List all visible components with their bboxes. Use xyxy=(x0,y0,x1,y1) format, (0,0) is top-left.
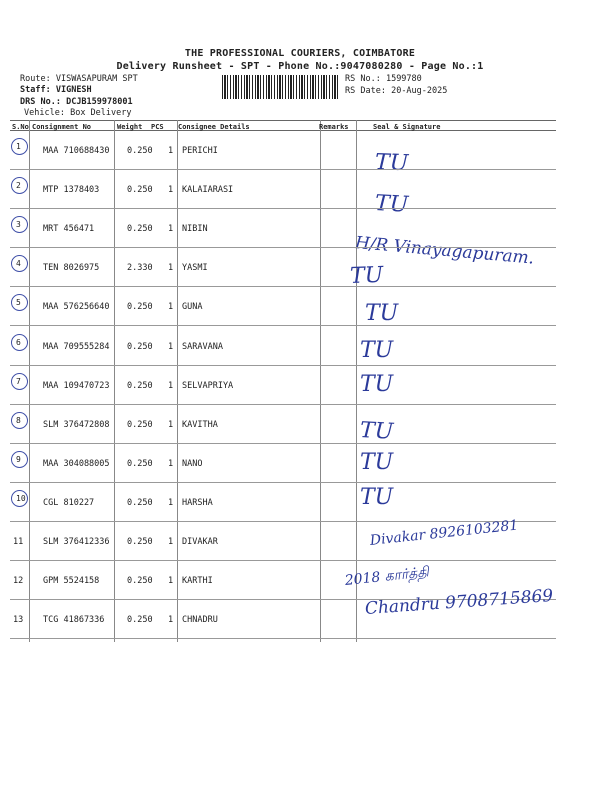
consignee-cell: HARSHA xyxy=(182,497,213,508)
consignee-cell: PERICHI xyxy=(182,146,218,156)
weight-cell: 0.250 xyxy=(127,537,153,547)
weight-cell: 0.250 xyxy=(127,497,153,508)
handwritten-signature: TU xyxy=(360,371,394,397)
column-header-remarks: Remarks xyxy=(319,123,349,131)
rs-date-line: RS Date: 20-Aug-2025 xyxy=(345,86,448,96)
route-line: Route: VISWASAPURAM SPT xyxy=(20,74,138,84)
consignment-cell: TEN 8026975 xyxy=(43,263,100,274)
weight-cell: 0.250 xyxy=(127,224,153,235)
pcs-cell: 1 xyxy=(168,497,174,508)
consignee-cell: DIVAKAR xyxy=(182,537,218,547)
table-row xyxy=(10,326,556,365)
table-row xyxy=(10,482,556,521)
consignment-cell: SLM 376472808 xyxy=(43,419,110,430)
consignee-cell: CHNADRU xyxy=(182,615,218,626)
handwritten-signature: TU xyxy=(360,337,394,363)
vehicle-value: Box Delivery xyxy=(70,108,132,118)
sno-cell: 13 xyxy=(13,615,24,626)
consignment-cell: MAA 710688430 xyxy=(43,146,110,156)
table-top-border xyxy=(10,120,556,121)
consignment-cell: SLM 376412336 xyxy=(43,537,110,547)
sno-cell: 9 xyxy=(16,454,21,464)
pcs-cell: 1 xyxy=(168,341,174,352)
pcs-cell: 1 xyxy=(168,537,174,547)
handwritten-signature: TU xyxy=(374,191,409,218)
handwritten-signature: Chandru 9708715869 xyxy=(364,586,554,620)
table-row xyxy=(10,365,556,404)
consignment-cell: MAA 304088005 xyxy=(43,458,110,469)
vehicle-line: Vehicle: Box Delivery xyxy=(24,108,132,118)
sno-cell: 3 xyxy=(16,220,21,230)
pcs-cell: 1 xyxy=(168,146,174,156)
staff-value: VIGNESH xyxy=(55,85,92,95)
pcs-cell: 1 xyxy=(168,185,174,196)
pcs-cell: 1 xyxy=(168,576,174,587)
pcs-cell: 1 xyxy=(168,458,174,469)
table-row xyxy=(10,517,556,560)
barcode-image xyxy=(222,75,340,99)
column-header-pcs: PCS xyxy=(151,123,164,131)
handwritten-signature: TU xyxy=(359,417,394,445)
staff-line: Staff: VIGNESH xyxy=(20,85,92,95)
consignment-cell: MAA 709555284 xyxy=(43,341,110,352)
consignee-cell: SARAVANA xyxy=(182,341,223,352)
sno-cell: 4 xyxy=(16,259,21,269)
consignee-cell: GUNA xyxy=(182,302,203,313)
table-row xyxy=(10,169,556,218)
consignee-cell: NANO xyxy=(182,458,203,469)
table-row xyxy=(10,286,556,325)
sno-cell: 5 xyxy=(16,298,21,308)
sno-cell: 11 xyxy=(13,537,24,547)
consignment-cell: MAA 576256640 xyxy=(43,302,110,313)
consignment-cell: CGL 810227 xyxy=(43,497,95,508)
weight-cell: 0.250 xyxy=(127,615,153,626)
column-header-sno: S.No xyxy=(12,123,29,131)
pcs-cell: 1 xyxy=(168,263,174,274)
weight-cell: 0.250 xyxy=(127,302,153,313)
sno-cell: 7 xyxy=(16,376,21,386)
rs-date-value: 20-Aug-2025 xyxy=(391,86,448,96)
sno-cell: 8 xyxy=(16,415,21,425)
weight-cell: 2.330 xyxy=(127,263,153,274)
sno-cell: 2 xyxy=(16,181,21,191)
handwritten-signature: TU xyxy=(360,449,394,475)
consignee-cell: KALAIARASI xyxy=(182,185,234,196)
row-divider xyxy=(10,638,556,639)
pcs-cell: 1 xyxy=(168,380,174,391)
runsheet-table xyxy=(10,120,556,642)
rs-no-line: RS No.: 1599780 xyxy=(345,74,422,84)
column-header-consignment: Consignment No xyxy=(32,123,92,131)
handwritten-signature: TU xyxy=(365,301,399,327)
weight-cell: 0.250 xyxy=(127,185,153,196)
handwritten-signature: Divakar 8926103281 xyxy=(369,517,520,549)
weight-cell: 0.250 xyxy=(127,380,153,391)
consignment-cell: MTP 1378403 xyxy=(43,185,100,196)
table-row xyxy=(10,586,556,638)
sno-cell: 6 xyxy=(16,337,21,347)
handwritten-signature: 2018 கார்த்தி xyxy=(344,564,430,590)
pcs-cell: 1 xyxy=(168,419,174,430)
sno-cell: 10 xyxy=(16,493,26,503)
handwritten-signature: TU xyxy=(349,263,384,290)
consignment-cell: MRT 456471 xyxy=(43,224,95,235)
pcs-cell: 1 xyxy=(168,224,174,235)
pcs-cell: 1 xyxy=(168,302,174,313)
weight-cell: 0.250 xyxy=(127,458,153,469)
column-header-seal: Seal & Signature xyxy=(373,123,441,131)
weight-cell: 0.250 xyxy=(127,419,153,430)
handwritten-signature: H/R Vinayagapuram. xyxy=(354,233,535,269)
sno-cell: 1 xyxy=(16,142,21,151)
table-row xyxy=(10,247,556,290)
weight-cell: 0.250 xyxy=(127,576,153,587)
consignment-cell: GPM 5524158 xyxy=(43,576,100,587)
consignment-cell: MAA 109470723 xyxy=(43,380,110,391)
table-row xyxy=(10,443,556,482)
pcs-cell: 1 xyxy=(168,615,174,626)
runsheet-subtitle: Delivery Runsheet - SPT - Phone No.:9047080280 - Page No.:1 xyxy=(116,61,484,72)
table-row xyxy=(10,404,556,443)
company-title: THE PROFESSIONAL COURIERS, COIMBATORE xyxy=(184,48,416,59)
handwritten-signature: TU xyxy=(360,484,394,510)
weight-cell: 0.250 xyxy=(127,341,153,352)
consignee-cell: KAVITHA xyxy=(182,419,218,430)
column-header-consignee: Consignee Details xyxy=(178,123,250,131)
consignee-cell: SELVAPRIYA xyxy=(182,380,234,391)
consignment-cell: TCG 41867336 xyxy=(43,615,105,626)
weight-cell: 0.250 xyxy=(127,146,153,156)
drs-line: DRS No.: DCJB159978001 xyxy=(20,97,133,107)
consignee-cell: NIBIN xyxy=(182,224,208,235)
column-header-weight: Weight xyxy=(117,123,143,131)
drs-value: DCJB159978001 xyxy=(66,97,133,107)
rs-no-value: 1599780 xyxy=(385,74,422,84)
route-value: VISWASAPURAM SPT xyxy=(55,74,138,84)
consignee-cell: YASMI xyxy=(182,263,208,274)
sno-cell: 12 xyxy=(13,576,24,587)
table-row xyxy=(10,130,556,177)
consignee-cell: KARTHI xyxy=(182,576,213,587)
handwritten-signature: TU xyxy=(374,150,409,177)
